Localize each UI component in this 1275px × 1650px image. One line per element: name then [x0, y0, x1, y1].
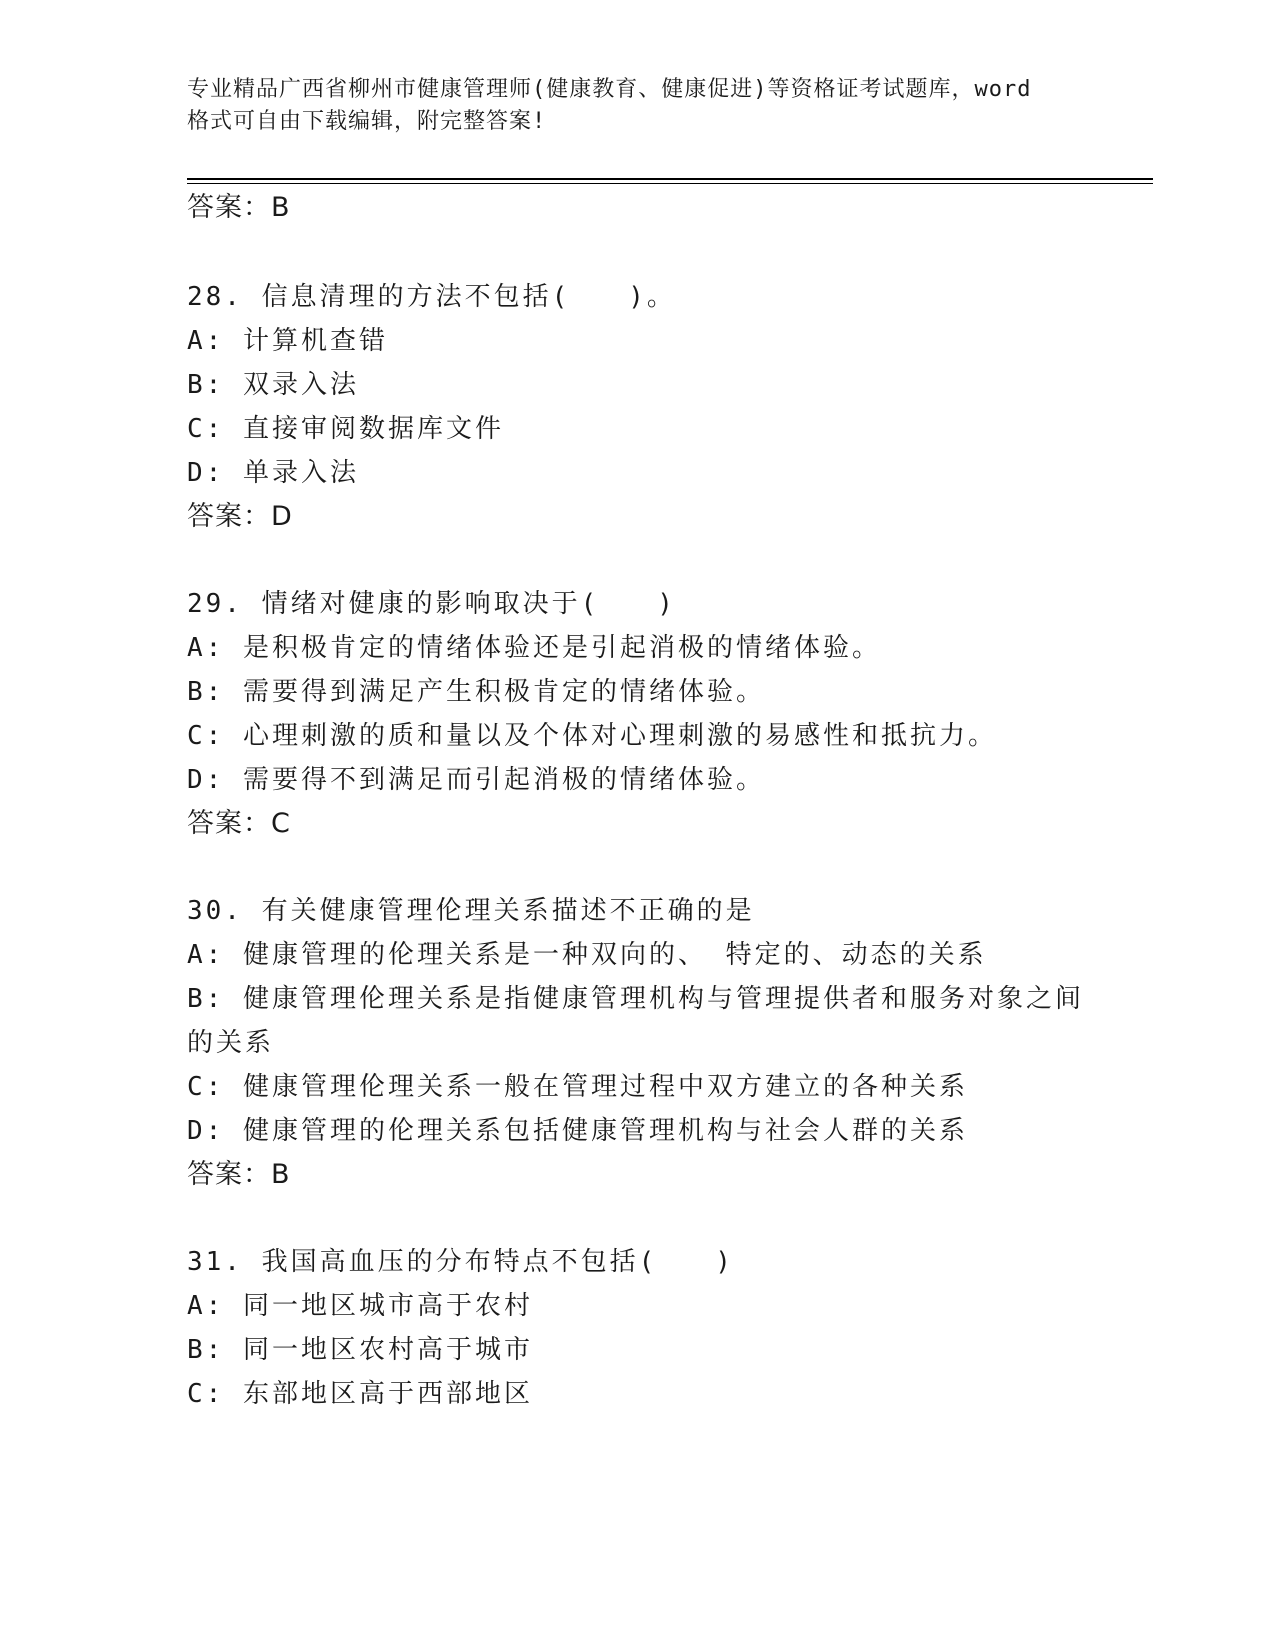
question-30-option-b-continued: 的关系	[187, 1028, 275, 1058]
question-29-option-d: D: 需要得不到满足而引起消极的情绪体验。	[187, 765, 765, 795]
question-29-option-c: C: 心理刺激的质和量以及个体对心理刺激的易感性和抵抗力。	[187, 721, 997, 751]
question-30-option-d: D: 健康管理的伦理关系包括健康管理机构与社会人群的关系	[187, 1116, 968, 1146]
question-28-answer: 答案：D	[187, 501, 293, 532]
question-31-option-b: B: 同一地区农村高于城市	[187, 1335, 533, 1365]
question-30-option-b: B: 健康管理伦理关系是指健康管理机构与管理提供者和服务对象之间	[187, 984, 1084, 1014]
question-28-option-a: A: 计算机查错	[187, 326, 388, 356]
header-line-2: 格式可自由下载编辑，附完整答案!	[187, 109, 547, 134]
question-29-option-b: B: 需要得到满足产生积极肯定的情绪体验。	[187, 677, 765, 707]
header-divider-thick	[187, 178, 1153, 180]
question-29-stem: 29. 情绪对健康的影响取决于( )	[187, 589, 676, 619]
header-divider-thin	[187, 183, 1153, 184]
question-29-answer: 答案：C	[187, 808, 291, 839]
question-30-option-a: A: 健康管理的伦理关系是一种双向的、 特定的、动态的关系	[187, 940, 987, 970]
question-31-option-a: A: 同一地区城市高于农村	[187, 1291, 533, 1321]
header-line-1: 专业精品广西省柳州市健康管理师(健康教育、健康促进)等资格证考试题库，word	[187, 77, 1032, 102]
question-28-option-c: C: 直接审阅数据库文件	[187, 414, 504, 444]
page-header	[187, 74, 1087, 138]
question-28-stem: 28. 信息清理的方法不包括( )。	[187, 282, 676, 312]
question-30-option-c: C: 健康管理伦理关系一般在管理过程中双方建立的各种关系	[187, 1072, 968, 1102]
question-28-option-d: D: 单录入法	[187, 458, 359, 488]
question-30-stem: 30. 有关健康管理伦理关系描述不正确的是	[187, 896, 755, 926]
question-28-option-b: B: 双录入法	[187, 370, 359, 400]
question-31-option-c: C: 东部地区高于西部地区	[187, 1379, 533, 1409]
question-31-stem: 31. 我国高血压的分布特点不包括( )	[187, 1247, 734, 1277]
question-29-option-a: A: 是积极肯定的情绪体验还是引起消极的情绪体验。	[187, 633, 881, 663]
previous-answer: 答案：B	[187, 192, 291, 223]
question-30-answer: 答案：B	[187, 1159, 291, 1190]
